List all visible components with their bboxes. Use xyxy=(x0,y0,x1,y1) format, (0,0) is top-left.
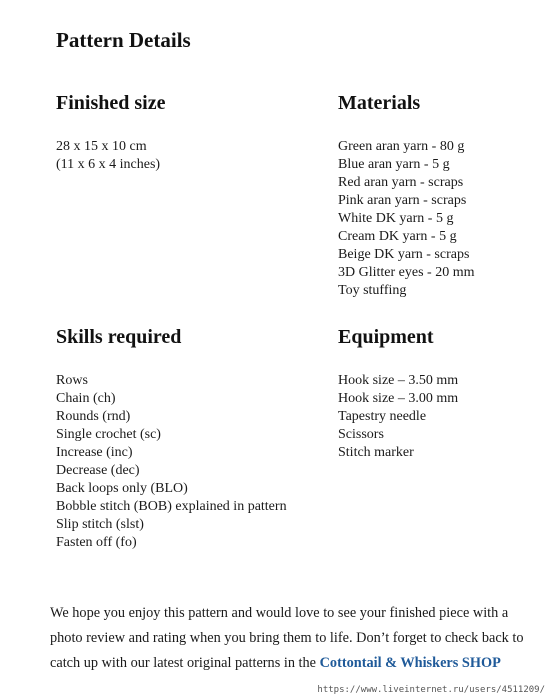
list-item: 3D Glitter eyes - 20 mm xyxy=(338,265,475,280)
list-item: Stitch marker xyxy=(338,445,414,460)
list-item: White DK yarn - 5 g xyxy=(338,211,454,226)
list-item: Rows xyxy=(56,373,88,388)
closing-text: We hope you enjoy this pattern and would love to see your finished piece with a photo review and rating when you bring them to life. Don’t forget to check back to catch up with our latest original patterns in the xyxy=(50,605,524,671)
skills-list xyxy=(56,372,287,552)
skills-heading: Skills required xyxy=(56,326,182,348)
list-item: Red aran yarn - scraps xyxy=(338,175,464,190)
list-item: Toy stuffing xyxy=(338,283,407,298)
equipment-heading: Equipment xyxy=(338,326,434,348)
finished-size-metric: 28 x 15 x 10 cm xyxy=(56,139,147,154)
list-item: Fasten off (fo) xyxy=(56,535,137,550)
materials-list xyxy=(338,138,474,300)
watermark-url: https://www.liveinternet.ru/users/4511209/ xyxy=(317,685,545,695)
list-item: Back loops only (BLO) xyxy=(56,481,188,496)
list-item: Beige DK yarn - scraps xyxy=(338,247,470,262)
equipment-list xyxy=(338,372,458,462)
finished-size-block xyxy=(56,138,160,174)
shop-link[interactable]: Cottontail & Whiskers SHOP xyxy=(319,655,501,671)
list-item: Bobble stitch (BOB) explained in pattern xyxy=(56,499,287,514)
list-item: Chain (ch) xyxy=(56,391,116,406)
list-item: Blue aran yarn - 5 g xyxy=(338,157,450,172)
page-title: Pattern Details xyxy=(56,28,191,52)
list-item: Cream DK yarn - 5 g xyxy=(338,229,457,244)
list-item: Hook size – 3.50 mm xyxy=(338,373,459,388)
materials-heading: Materials xyxy=(338,92,421,114)
finished-size-heading: Finished size xyxy=(56,92,166,114)
list-item: Hook size – 3.00 mm xyxy=(338,391,459,406)
list-item: Rounds (rnd) xyxy=(56,409,131,424)
list-item: Tapestry needle xyxy=(338,409,427,424)
closing-paragraph xyxy=(50,601,544,676)
list-item: Scissors xyxy=(338,427,384,442)
list-item: Slip stitch (slst) xyxy=(56,517,144,532)
list-item: Decrease (dec) xyxy=(56,463,140,478)
finished-size-imperial: (11 x 6 x 4 inches) xyxy=(56,157,161,172)
list-item: Green aran yarn - 80 g xyxy=(338,139,465,154)
list-item: Single crochet (sc) xyxy=(56,427,161,442)
list-item: Pink aran yarn - scraps xyxy=(338,193,467,208)
list-item: Increase (inc) xyxy=(56,445,133,460)
